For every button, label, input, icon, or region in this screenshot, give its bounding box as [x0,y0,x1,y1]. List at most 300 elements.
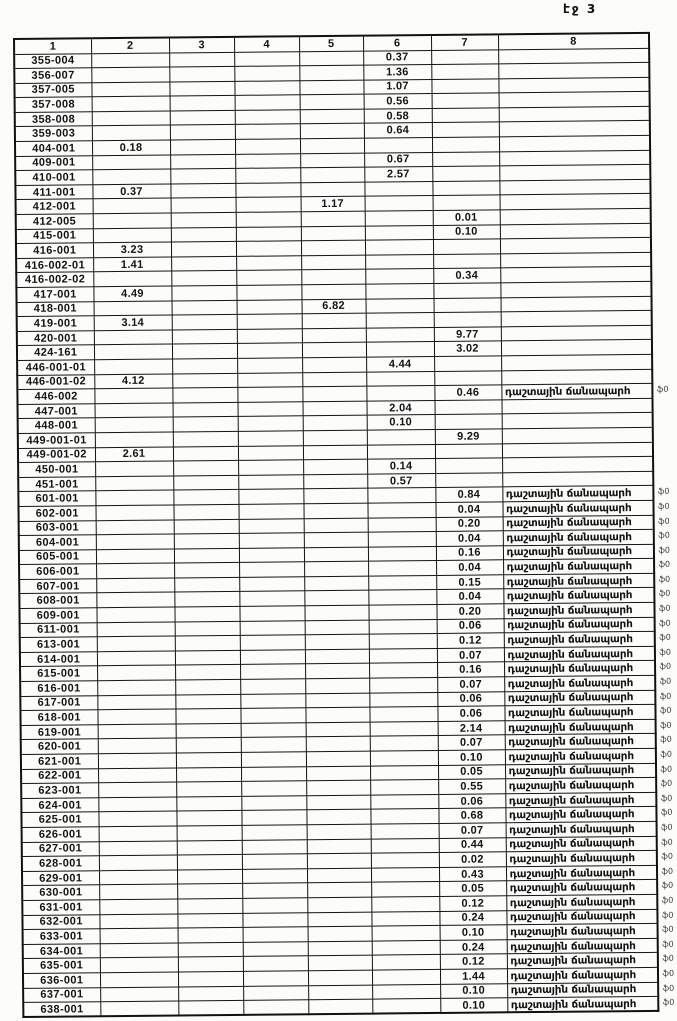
parcel-code-cell: 629-001 [22,870,99,885]
value-cell-col5 [307,839,371,854]
value-cell-col7 [434,297,501,312]
value-cell-col4 [238,460,303,475]
value-cell-col7 [431,64,498,79]
value-cell-col6 [366,327,434,342]
value-cell-col7: 0.10 [433,224,500,239]
value-cell-col4 [241,723,306,738]
road-type-label: դաշտային ճանապարհ [510,954,636,968]
parcel-code-cell: 416-002-01 [16,258,93,273]
margin-annotation: ֆ0 [658,559,671,570]
parcel-code-cell: 409-001 [15,155,92,170]
land-use-cell [498,62,649,78]
value-cell-col6 [371,867,439,882]
road-type-label: դաշտային ճանապարհ [508,735,634,749]
value-cell-col6: 0.56 [364,94,432,109]
value-cell-col4 [234,80,299,95]
road-type-label: դաշտային ճանապարհ [505,501,632,515]
value-cell-col4 [239,518,304,533]
road-type-label: դաշտային ճանապարհ [510,924,636,939]
value-cell-col7 [435,458,502,473]
value-cell-col2 [96,607,174,622]
parcel-code-cell: 608-001 [19,593,96,608]
value-cell-col4 [236,212,301,227]
land-use-cell [505,719,672,735]
value-cell-col3 [176,738,241,753]
value-cell-col4 [242,868,307,883]
value-cell-col5 [301,255,365,270]
value-cell-col7 [432,122,499,137]
land-use-cell [505,778,673,794]
value-cell-col2 [99,855,177,870]
value-cell-col6 [365,196,433,211]
margin-annotation: ֆ0 [660,735,672,745]
value-cell-col7: 3.02 [434,341,501,356]
parcel-code-cell: 611-001 [20,622,97,637]
value-cell-col7: 0.12 [437,633,504,648]
value-cell-col6 [365,240,433,255]
value-cell-col7: 0.07 [437,648,504,663]
parcel-code-cell: 624-001 [21,797,98,812]
parcel-code-cell: 420-001 [17,331,94,346]
value-cell-col7 [433,195,500,210]
land-use-cell [504,632,671,648]
value-cell-col6 [364,181,432,196]
value-cell-col2 [92,169,170,184]
margin-annotation: ֆ0 [661,910,674,920]
margin-annotation: ֆ0 [659,647,671,657]
value-cell-col7: 0.12 [440,954,507,969]
value-cell-col4 [235,153,300,168]
land-use-cell [500,252,651,268]
value-cell-col6 [369,634,437,649]
margin-annotation: ֆ0 [660,720,672,730]
value-cell-col5 [304,532,368,547]
value-cell-col5 [304,547,368,562]
value-cell-col5 [301,240,365,255]
value-cell-col6 [371,882,439,897]
margin-annotation: ֆ0 [661,822,673,832]
value-cell-col6 [369,648,437,663]
value-cell-col2 [95,432,173,447]
value-cell-col2: 0.18 [92,140,170,155]
value-cell-col2 [95,505,173,520]
value-cell-col4 [237,329,302,344]
value-cell-col2 [95,417,173,432]
land-use-cell [501,384,669,400]
value-cell-col7: 0.24 [440,940,507,955]
value-cell-col5 [303,474,367,489]
value-cell-col2 [92,96,170,111]
road-type-label: դաշտային ճանապարհ [509,881,636,895]
value-cell-col3 [171,227,236,242]
value-cell-col7: 2.14 [438,721,505,736]
value-cell-col4 [238,445,303,460]
value-cell-col5 [301,211,365,226]
value-cell-col7: 0.07 [437,677,504,692]
value-cell-col5 [307,882,371,897]
value-cell-col5 [302,372,366,387]
margin-annotation: ֆ0 [659,662,672,672]
value-cell-col7 [431,49,498,64]
land-use-cell [505,807,673,823]
value-cell-col5 [307,897,371,912]
value-cell-col5 [301,226,365,241]
value-cell-col7: 9.29 [435,429,502,444]
value-cell-col4 [236,197,301,212]
land-use-cell [507,938,674,954]
value-cell-col4 [240,679,305,694]
parcel-code-cell: 635-001 [23,958,100,973]
column-header-6: 6 [363,35,431,51]
parcel-code-cell: 418-001 [17,301,94,316]
value-cell-col6 [372,955,440,970]
value-cell-col2 [99,841,177,856]
land-use-cell [507,923,674,939]
road-type-label: դաշտային ճանապարհ [509,910,636,924]
value-cell-col4 [236,241,301,256]
value-cell-col4 [241,781,306,796]
value-cell-col2 [98,782,176,797]
land-use-cell [501,311,652,327]
value-cell-col6 [368,546,436,561]
margin-annotation: ֆ0 [661,837,673,847]
value-cell-col6 [368,517,436,532]
margin-annotation: ֆ0 [658,530,670,540]
value-cell-col4 [236,256,301,271]
value-cell-col3 [171,256,236,271]
margin-annotation: ֆ0 [657,487,670,497]
value-cell-col2 [98,811,176,826]
value-cell-col5: 6.82 [302,299,366,314]
value-cell-col3 [172,388,237,403]
land-use-cell [503,602,671,618]
land-use-cell [501,354,652,370]
value-cell-col4 [235,124,300,139]
value-cell-col6 [368,590,436,605]
value-cell-col7 [434,312,501,327]
value-cell-col5: 1.17 [301,197,365,212]
value-cell-col5 [305,707,369,722]
parcel-code-cell: 613-001 [20,637,97,652]
value-cell-col5 [300,94,364,109]
value-cell-col6 [372,984,440,999]
value-cell-col3 [175,665,240,680]
value-cell-col4 [243,956,308,971]
value-cell-col6 [366,298,434,313]
value-cell-col3 [178,986,243,1001]
land-use-cell [500,238,651,254]
value-cell-col5 [307,824,371,839]
value-cell-col6 [364,138,432,153]
value-cell-col3 [175,709,240,724]
parcel-code-cell: 448-001 [18,418,95,433]
parcel-code-cell: 627-001 [22,841,99,856]
value-cell-col3 [174,577,239,592]
land-use-cell [499,106,650,122]
value-cell-col3 [169,81,234,96]
value-cell-col3 [177,884,242,899]
land-use-cell [502,500,670,516]
margin-annotation: ֆ0 [660,778,673,789]
value-cell-col3 [177,869,242,884]
value-cell-col4 [237,358,302,373]
value-cell-col2 [94,388,172,403]
parcel-code-cell: 615-001 [20,666,97,681]
value-cell-col3 [172,315,237,330]
land-use-cell [498,48,649,64]
value-cell-col3 [173,475,238,490]
land-use-cell [501,398,652,414]
road-type-label: դաշտային ճանապարհ [507,618,633,632]
value-cell-col4 [235,95,300,110]
margin-annotation: ֆ0 [660,749,672,759]
margin-annotation: ֆ0 [662,924,674,934]
value-cell-col6 [365,211,433,226]
land-use-cell [500,194,651,210]
margin-annotation: ֆ0 [661,895,674,905]
value-cell-col6 [372,926,440,941]
land-use-cell [499,121,650,137]
road-type-label: դաշտային ճանապարհ [510,968,637,982]
road-type-label: դաշտային ճանապարհ [509,822,635,837]
value-cell-col7 [435,473,502,488]
value-cell-col2 [96,563,174,578]
margin-annotation: ֆ0 [660,808,673,818]
value-cell-col5 [306,780,370,795]
value-cell-col2 [100,928,178,943]
value-cell-col5 [304,591,368,606]
parcel-code-cell: 447-001 [18,403,95,418]
margin-annotation: ֆ0 [662,983,675,993]
value-cell-col4 [241,810,306,825]
value-cell-col6 [372,940,440,955]
value-cell-col2 [97,695,175,710]
parcel-code-cell: 411-001 [15,185,92,200]
land-use-cell [502,471,653,487]
value-cell-col5 [299,51,363,66]
value-cell-col7 [433,283,500,298]
value-cell-col2 [98,724,176,739]
value-cell-col6: 2.57 [364,167,432,182]
value-cell-col7: 0.06 [437,706,504,721]
value-cell-col4 [243,1000,308,1015]
land-use-cell [503,515,670,531]
value-cell-col3 [174,519,239,534]
value-cell-col3 [176,796,241,811]
value-cell-col7: 0.16 [437,662,504,677]
margin-annotation: ֆ0 [660,764,673,774]
value-cell-col2 [99,870,177,885]
land-use-cell [500,208,651,224]
land-use-cell [499,135,650,151]
value-cell-col2 [97,665,175,680]
value-cell-col4 [236,270,301,285]
parcel-code-cell: 412-001 [16,199,93,214]
value-cell-col6 [368,561,436,576]
value-cell-col4 [237,372,302,387]
margin-annotation: ֆ0 [662,954,674,964]
road-type-label: դաշտային ճանապարհ [509,895,636,910]
value-cell-col2 [93,198,171,213]
value-cell-col2 [96,549,174,564]
road-type-label: դաշտային ճանապարհ [507,676,634,691]
value-cell-col7: 0.16 [436,546,503,561]
value-cell-col4 [236,226,301,241]
value-cell-col7: 0.20 [436,604,503,619]
land-use-cell [499,165,650,181]
land-use-cell [502,486,670,502]
parcel-code-cell: 359-003 [15,126,92,141]
parcel-code-cell: 410-001 [15,170,92,185]
value-cell-col6 [370,721,438,736]
land-use-cell [504,617,671,633]
value-cell-col6: 0.14 [367,459,435,474]
road-type-label: դաշտային ճանապարհ [509,837,635,851]
value-cell-col3 [178,927,243,942]
road-type-label: դաշտային ճանապարհ [506,574,633,588]
value-cell-col7: 0.20 [436,516,503,531]
value-cell-col5 [300,182,364,197]
value-cell-col7: 0.06 [437,618,504,633]
value-cell-col7 [432,151,499,166]
value-cell-col3 [175,650,240,665]
value-cell-col3 [177,854,242,869]
column-header-5: 5 [299,36,363,52]
road-type-label: դաշտային ճանապարհ [508,793,635,807]
value-cell-col7: 0.01 [433,210,500,225]
value-cell-col5 [307,853,371,868]
land-use-cell [504,690,672,706]
value-cell-col6 [365,283,433,298]
value-cell-col7: 1.44 [440,969,507,984]
value-cell-col5 [303,459,367,474]
road-type-label: դաշտային ճանապարհ [506,560,633,574]
value-cell-col2 [95,476,173,491]
parcel-code-cell: 633-001 [23,929,100,944]
value-cell-col4 [240,708,305,723]
value-cell-col2 [99,899,177,914]
margin-annotation: ֆ0 [661,866,674,876]
value-cell-col4 [237,299,302,314]
value-cell-col6: 1.36 [363,65,431,80]
value-cell-col5 [302,313,366,328]
value-cell-col4 [237,387,302,402]
parcel-code-cell: 630-001 [22,885,99,900]
value-cell-col7: 0.55 [438,779,505,794]
value-cell-col7 [433,254,500,269]
value-cell-col2 [95,403,173,418]
value-cell-col7: 0.44 [439,837,506,852]
parcel-code-cell: 634-001 [23,943,100,958]
value-cell-col3 [176,811,241,826]
value-cell-col3 [170,125,235,140]
value-cell-col3 [175,694,240,709]
value-cell-col4 [238,416,303,431]
road-type-label: դաշտային ճանապարհ [506,530,632,545]
value-cell-col3 [172,329,237,344]
value-cell-col3 [173,490,238,505]
road-type-label: դաշտային ճանապարհ [508,764,635,778]
parcel-code-cell: 637-001 [23,987,100,1002]
value-cell-col7: 0.12 [439,896,506,911]
road-type-label: դաշտային ճանապարհ [508,749,634,764]
parcel-code-cell: 419-001 [17,316,94,331]
value-cell-col3 [178,971,243,986]
road-type-label: դաշտային ճանապարհ [508,808,635,822]
value-cell-col3 [172,358,237,373]
value-cell-col2 [97,709,175,724]
value-cell-col2 [96,534,174,549]
value-cell-col4 [239,591,304,606]
value-cell-col7 [433,239,500,254]
value-cell-col6 [366,342,434,357]
value-cell-col5 [302,357,366,372]
value-cell-col5 [301,270,365,285]
land-use-cell [505,792,673,808]
value-cell-col2 [100,943,178,958]
value-cell-col2 [95,490,173,505]
value-cell-col7: 0.10 [440,925,507,940]
value-cell-col7 [435,443,502,458]
margin-annotation: ֆ0 [658,545,670,555]
value-cell-col7: 0.46 [434,385,501,400]
land-use-cell [502,457,653,473]
value-cell-col6 [365,225,433,240]
parcel-code-cell: 355-004 [14,53,91,68]
land-use-cell [506,821,673,837]
value-cell-col5 [306,722,370,737]
parcel-code-cell: 451-001 [18,476,95,491]
value-cell-col2 [96,592,174,607]
value-cell-col5 [303,445,367,460]
value-cell-col6 [371,838,439,853]
value-cell-col5 [304,605,368,620]
value-cell-col6 [370,794,438,809]
value-cell-col4 [237,343,302,358]
value-cell-col2 [99,884,177,899]
value-cell-col7: 0.43 [439,867,506,882]
value-cell-col6 [366,313,434,328]
margin-annotation: ֆ0 [657,501,670,511]
value-cell-col5 [299,80,363,95]
road-type-label: դաշտային ճանապարհ [509,866,636,880]
parcel-code-cell: 619-001 [21,725,98,740]
value-cell-col3 [171,212,236,227]
value-cell-col4 [234,51,299,66]
land-use-cell [504,675,672,691]
value-cell-col7 [432,108,499,123]
value-cell-col5 [303,488,367,503]
value-cell-col7: 0.05 [439,881,506,896]
margin-annotation: ֆ0 [658,574,671,584]
value-cell-col3 [173,504,238,519]
value-cell-col6 [370,765,438,780]
value-cell-col2 [100,986,178,1001]
value-cell-col5 [299,65,363,80]
value-cell-col3 [172,300,237,315]
value-cell-col3 [174,533,239,548]
value-cell-col3 [169,52,234,67]
value-cell-col3 [178,1000,243,1015]
margin-annotation: ֆ0 [658,589,671,599]
value-cell-col5 [302,328,366,343]
value-cell-col6 [367,502,435,517]
value-cell-col4 [242,912,307,927]
parcel-code-cell: 617-001 [20,695,97,710]
value-cell-col3 [177,825,242,840]
value-cell-col5 [303,503,367,518]
value-cell-col4 [238,474,303,489]
